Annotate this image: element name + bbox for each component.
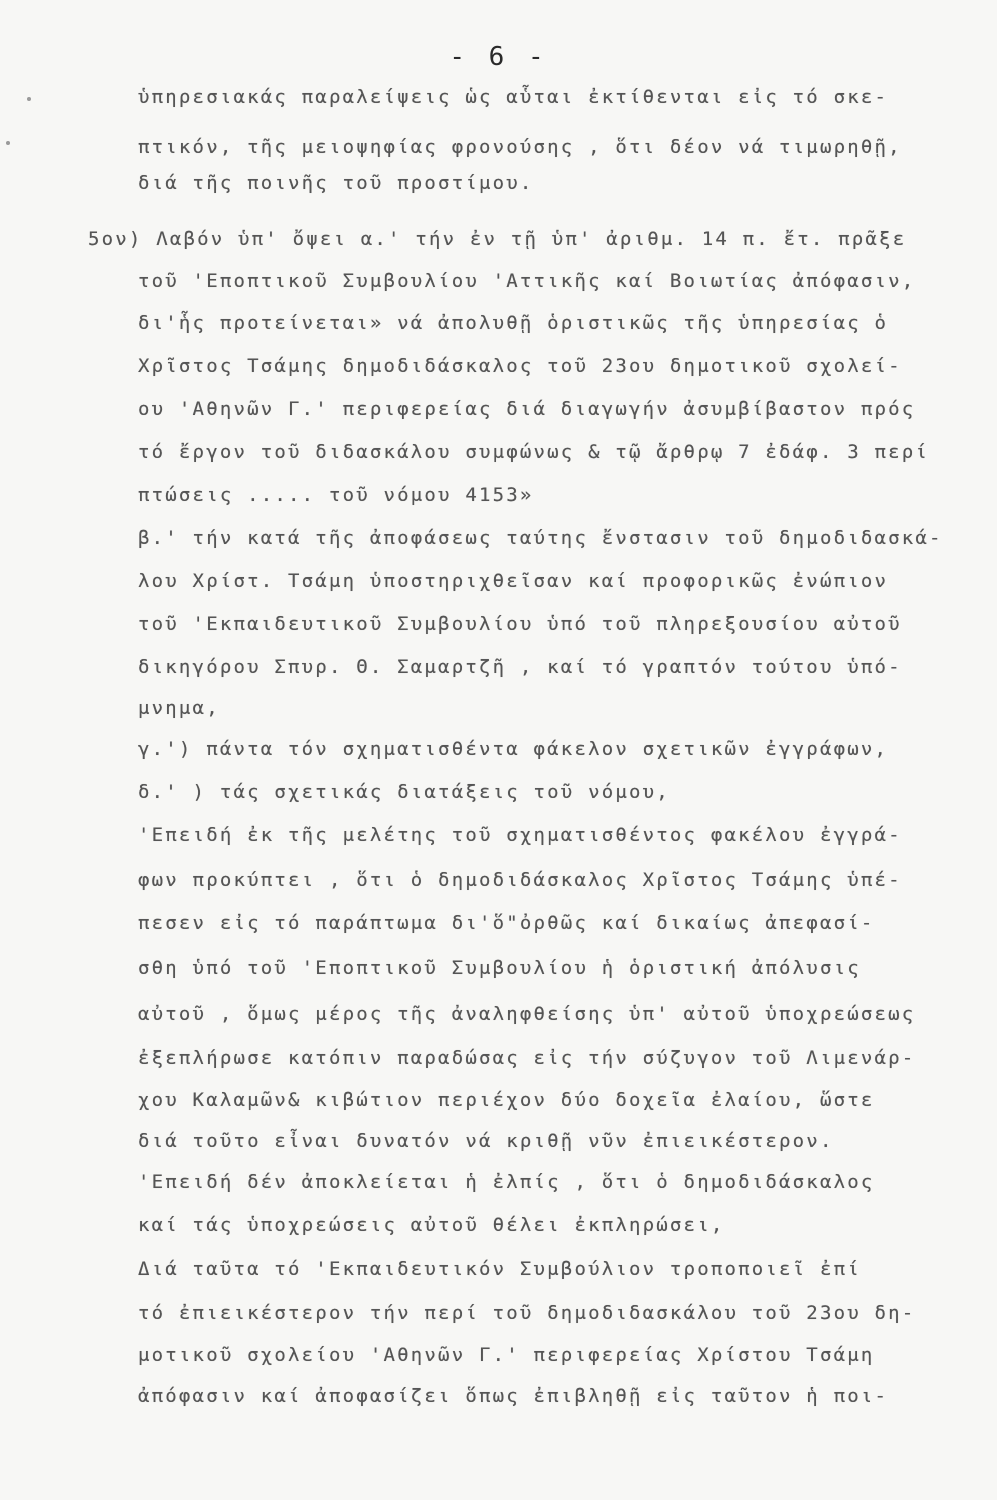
margin-dot (27, 97, 31, 101)
text-line: 'Επειδή ἐκ τῆς μελέτης τοῦ σχηματισθέντος φακέλου ἐγγρά- (138, 824, 902, 846)
text-line: τοῦ 'Εκπαιδευτικοῦ Συμβουλίου ὑπό τοῦ πληρεξουσίου αὐτοῦ (138, 613, 902, 635)
text-line: πεσεν εἰς τό παράπτωμα δι'ὅ"ὀρθῶς καί δικαίως ἀπεφασί- (138, 912, 875, 934)
text-line: τοῦ 'Εποπτικοῦ Συμβουλίου 'Αττικῆς καί Βοιωτίας ἀπόφασιν, (138, 270, 916, 292)
page-number: - 6 - (449, 42, 548, 72)
text-line: δικηγόρου Σπυρ. Θ. Σαμαρτζῆ , καί τό γραπτόν τούτου ὑπό- (138, 656, 902, 678)
text-line: μοτικοῦ σχολείου 'Αθηνῶν Γ.' περιφερείας Χρίστου Τσάμη (138, 1344, 875, 1366)
text-line: πτώσεις ..... τοῦ νόμου 4153» (138, 484, 534, 506)
text-line: β.' τήν κατά τῆς ἀποφάσεως ταύτης ἔνστασιν τοῦ δημοδιδασκά- (138, 527, 943, 549)
text-line: ου 'Αθηνῶν Γ.' περιφερείας διά διαγωγήν ἀσυμβίβαστον πρός (138, 398, 916, 420)
text-line: φων προκύπτει , ὅτι ὁ δημοδιδάσκαλος Χρῖστος Τσάμης ὑπέ- (138, 869, 902, 891)
margin-dot (6, 141, 10, 145)
text-line: 'Επειδή δέν ἀποκλείεται ἡ ἐλπίς , ὅτι ὁ δημοδιδάσκαλος (138, 1171, 875, 1193)
text-line: πτικόν, τῆς μειοψηφίας φρονούσης , ὅτι δέον νά τιμωρηθῇ, (138, 136, 902, 158)
text-line: γ.') πάντα τόν σχηματισθέντα φάκελον σχετικῶν ἐγγράφων, (138, 738, 889, 760)
text-line: διά τῆς ποινῆς τοῦ προστίμου. (138, 172, 534, 194)
text-line: αὐτοῦ , ὅμως μέρος τῆς ἀναληφθείσης ὑπ' αὐτοῦ ὑποχρεώσεως (138, 1003, 916, 1025)
text-line: ἐξεπλήρωσε κατόπιν παραδώσας εἰς τήν σύζυγον τοῦ Λιμενάρ- (138, 1047, 916, 1069)
text-line: χου Καλαμῶν& κιβώτιον περιέχον δύο δοχεῖα ἐλαίου, ὥστε (138, 1089, 875, 1111)
text-line: δι'ἧς προτείνεται» νά ἀπολυθῇ ὁριστικῶς τῆς ὑπηρεσίας ὁ (138, 312, 889, 334)
text-line: 5ον) Λαβόν ὑπ' ὄψει α.' τήν ἐν τῇ ὑπ' ἀριθμ. 14 π. ἔτ. πρᾶξε (88, 228, 907, 250)
text-line: σθη ὑπό τοῦ 'Εποπτικοῦ Συμβουλίου ἡ ὁριστική ἀπόλυσις (138, 957, 861, 979)
text-line: Διά ταῦτα τό 'Εκπαιδευτικόν Συμβούλιον τροποποιεῖ ἐπί (138, 1258, 861, 1280)
text-line: τό ἔργον τοῦ διδασκάλου συμφώνως & τῷ ἄρθρῳ 7 ἐδάφ. 3 περί (138, 441, 930, 463)
text-line: καί τάς ὑποχρεώσεις αὐτοῦ θέλει ἐκπληρώσει, (138, 1214, 725, 1236)
text-line: ὑπηρεσιακάς παραλείψεις ὡς αὗται ἐκτίθενται εἰς τό σκε- (138, 86, 889, 108)
text-line: δ.' ) τάς σχετικάς διατάξεις τοῦ νόμου, (138, 781, 670, 803)
text-line: Χρῖστος Τσάμης δημοδιδάσκαλος τοῦ 23ου δημοτικοῦ σχολεί- (138, 355, 902, 377)
text-line: μνημα, (138, 697, 220, 719)
text-line: ἀπόφασιν καί ἀποφασίζει ὅπως ἐπιβληθῇ εἰς ταῦτον ἡ ποι- (138, 1385, 889, 1407)
text-line: τό ἐπιεικέστερον τήν περί τοῦ δημοδιδασκάλου τοῦ 23ου δη- (138, 1302, 916, 1324)
text-line: διά τοῦτο εἶναι δυνατόν νά κριθῇ νῦν ἐπιεικέστερον. (138, 1130, 834, 1152)
text-line: λου Χρίστ. Τσάμη ὑποστηριχθεῖσαν καί προφορικῶς ἐνώπιον (138, 570, 889, 592)
